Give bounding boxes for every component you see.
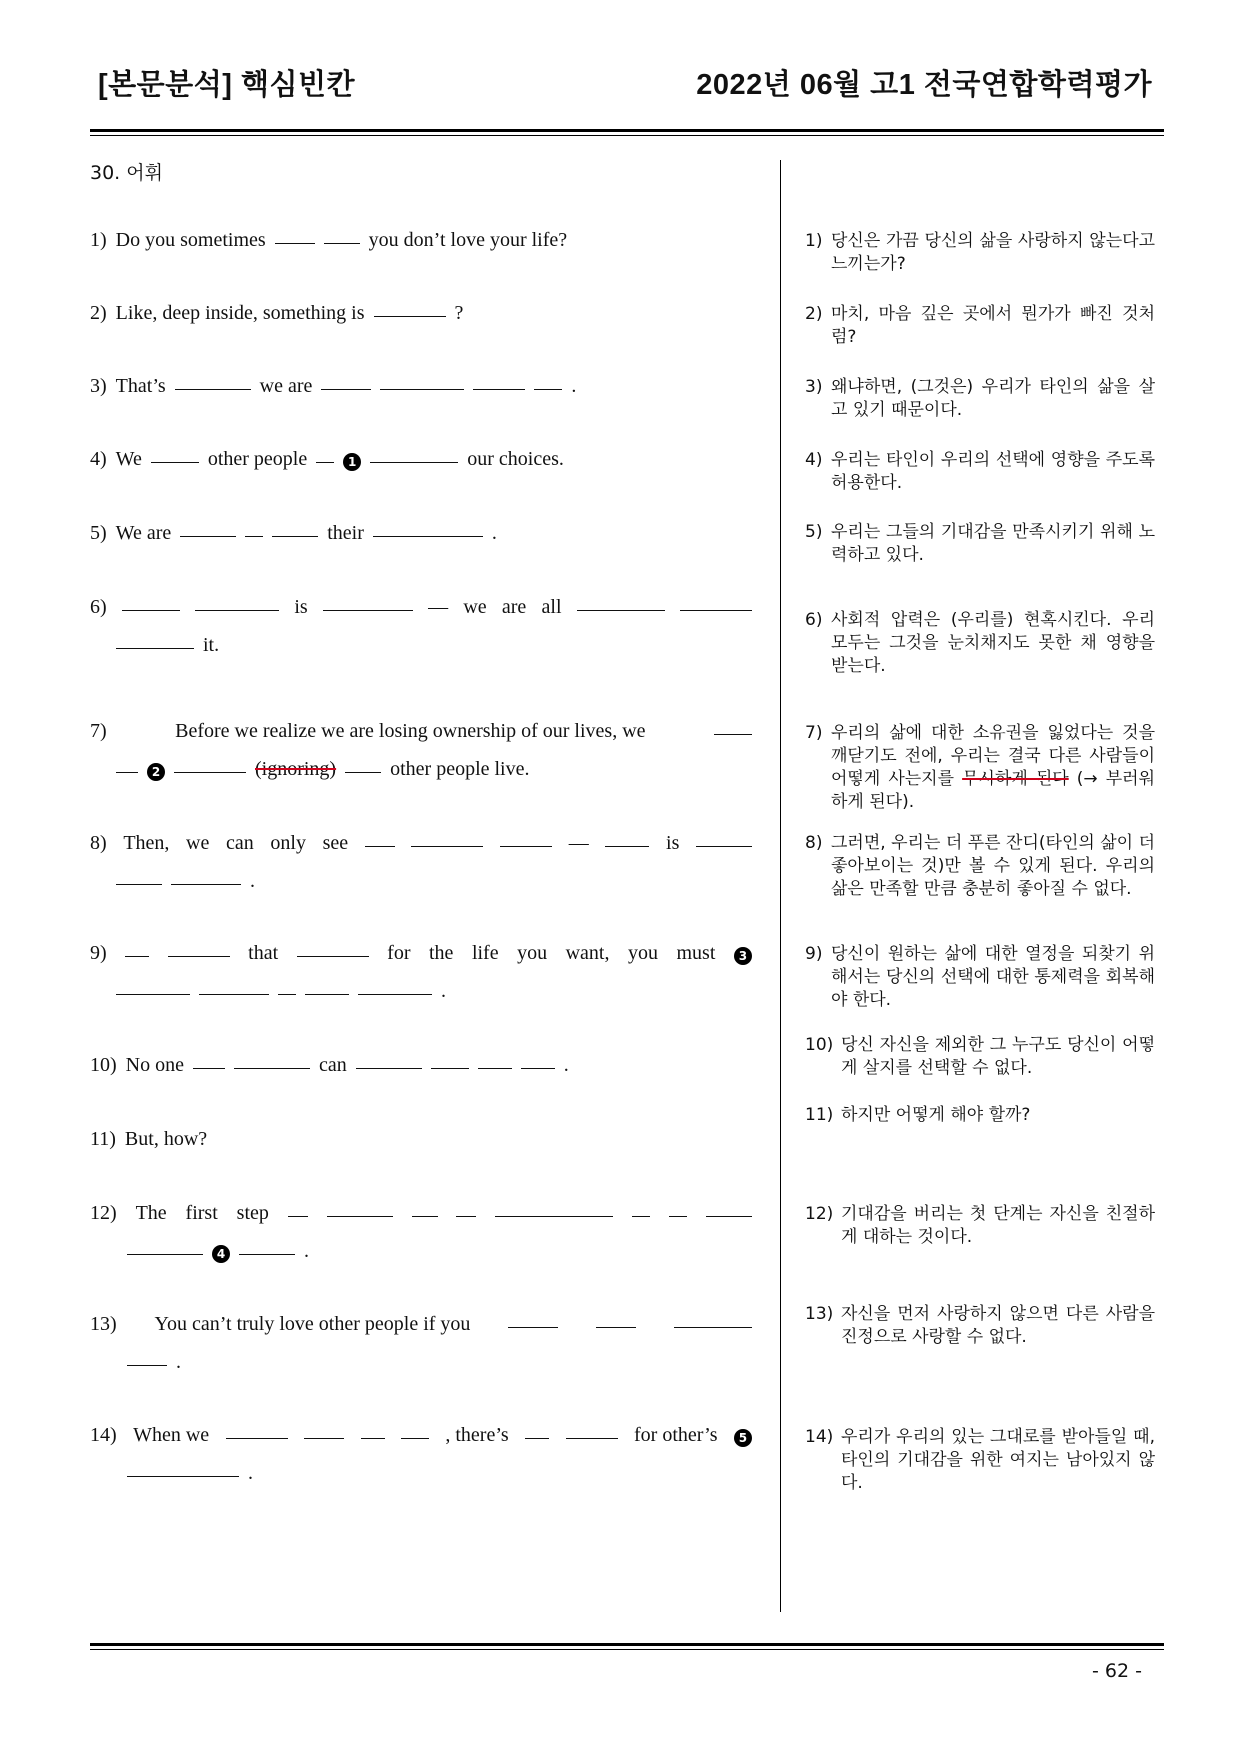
sentence-line bbox=[90, 221, 752, 259]
answer-blank[interactable] bbox=[321, 388, 371, 390]
question-10 bbox=[90, 1046, 752, 1084]
sentence-text: No one bbox=[125, 1054, 184, 1076]
question-number: 4) bbox=[90, 448, 107, 470]
answer-blank[interactable] bbox=[456, 1215, 476, 1217]
translation-number: 10) bbox=[805, 1035, 834, 1055]
sentence-text: — bbox=[428, 596, 449, 618]
answer-blank[interactable] bbox=[193, 1067, 225, 1069]
page-header bbox=[90, 62, 1170, 106]
question-number: 12) bbox=[90, 1202, 117, 1224]
answer-blank[interactable] bbox=[327, 1215, 393, 1217]
translation-13 bbox=[805, 1303, 1155, 1349]
answer-blank[interactable] bbox=[412, 1215, 438, 1217]
struck-word: (ignoring) bbox=[255, 758, 337, 780]
question-number: 5) bbox=[90, 522, 107, 544]
sentence-text: . bbox=[250, 870, 255, 892]
translation-text: 당신은 가끔 당신의 삶을 사랑하지 않는다고 느끼는가? bbox=[831, 231, 1155, 274]
question-14 bbox=[90, 1416, 752, 1492]
sentence-text: That’s bbox=[115, 375, 166, 397]
answer-blank[interactable] bbox=[316, 461, 334, 463]
sentence-text: The bbox=[135, 1202, 167, 1224]
sentence-text: Like, deep inside, something is bbox=[115, 302, 365, 324]
answer-blank[interactable] bbox=[632, 1215, 650, 1217]
answer-blank[interactable] bbox=[174, 771, 246, 773]
answer-blank[interactable] bbox=[525, 1437, 549, 1439]
header-title-left: [본문분석] 핵심빈칸 bbox=[98, 69, 355, 101]
sentence-text: is bbox=[294, 596, 308, 618]
sentence-line bbox=[90, 440, 752, 478]
answer-blank[interactable] bbox=[234, 1067, 310, 1069]
question-2 bbox=[90, 294, 752, 332]
answer-blank[interactable] bbox=[272, 535, 318, 537]
translation-text: 그러면, 우리는 더 푸른 잔디(타인의 삶이 더 좋아보이는 것)만 볼 수 있게 된다. 우리의 삶은 만족할 만큼 충분히 좋아질 수 없다. bbox=[831, 833, 1155, 899]
header-divider bbox=[90, 129, 1164, 138]
page-number: - 62 - bbox=[1092, 1660, 1142, 1682]
answer-blank[interactable] bbox=[478, 1067, 512, 1069]
answer-blank[interactable] bbox=[714, 733, 752, 735]
answer-blank[interactable] bbox=[127, 1253, 203, 1255]
answer-blank[interactable] bbox=[508, 1326, 558, 1328]
translation-2 bbox=[805, 303, 1155, 349]
sentence-text: all bbox=[541, 596, 562, 618]
translation-8 bbox=[805, 832, 1155, 901]
answer-blank[interactable] bbox=[356, 1067, 422, 1069]
answer-blank[interactable] bbox=[116, 771, 138, 773]
translation-3 bbox=[805, 376, 1155, 422]
sentence-text: Before we realize we are losing ownership of our lives, we bbox=[175, 720, 646, 742]
translation-number: 1) bbox=[805, 231, 823, 251]
sentence-text: step bbox=[236, 1202, 269, 1224]
sentence-line bbox=[90, 1454, 752, 1492]
answer-blank[interactable] bbox=[116, 993, 190, 995]
answer-blank[interactable] bbox=[288, 1215, 308, 1217]
answer-blank[interactable] bbox=[680, 609, 752, 611]
sentence-text: must bbox=[676, 942, 716, 964]
translation-text: 왜냐하면, (그것은) 우리가 타인의 삶을 살고 있기 때문이다. bbox=[831, 377, 1155, 420]
sentence-text: first bbox=[185, 1202, 218, 1224]
answer-blank[interactable] bbox=[521, 1067, 555, 1069]
struck-text: 무시하게 된다 bbox=[962, 769, 1069, 789]
sentence-text: We bbox=[115, 448, 142, 470]
answer-blank[interactable] bbox=[696, 845, 752, 847]
answer-blank[interactable] bbox=[278, 993, 296, 995]
question-number: 11) bbox=[90, 1128, 116, 1150]
answer-blank[interactable] bbox=[275, 242, 315, 244]
sentence-text: you bbox=[517, 942, 548, 964]
sentence-text: . bbox=[571, 375, 577, 397]
answer-blank[interactable] bbox=[365, 845, 395, 847]
translation-9 bbox=[805, 943, 1155, 1012]
sentence-line bbox=[90, 862, 752, 900]
question-7 bbox=[90, 712, 752, 788]
translation-4 bbox=[805, 449, 1155, 495]
header-title-right: 2022년 06월 고1 전국연합학력평가 bbox=[696, 69, 1152, 101]
answer-blank[interactable] bbox=[401, 1437, 429, 1439]
sentence-text: , there’s bbox=[445, 1424, 509, 1446]
translation-number: 3) bbox=[805, 377, 823, 397]
translation-text: 우리가 우리의 있는 그대로를 받아들일 때, 타인의 기대감을 위한 여지는 남아있지 않다. bbox=[841, 1427, 1155, 1493]
translation-6 bbox=[805, 609, 1155, 678]
answer-blank[interactable] bbox=[127, 1364, 167, 1366]
answer-blank[interactable] bbox=[495, 1215, 613, 1217]
answer-blank[interactable] bbox=[297, 955, 369, 957]
sentence-line bbox=[90, 1120, 752, 1158]
sentence-line bbox=[90, 514, 752, 552]
translation-text: 우리는 타인이 우리의 선택에 영향을 주도록 허용한다. bbox=[831, 450, 1155, 493]
sentence-line bbox=[90, 1046, 752, 1084]
answer-blank[interactable] bbox=[431, 1067, 469, 1069]
question-number: 7) bbox=[90, 720, 107, 742]
answer-blank[interactable] bbox=[199, 993, 269, 995]
sentence-line bbox=[90, 934, 752, 972]
question-11 bbox=[90, 1120, 752, 1158]
answer-blank[interactable] bbox=[195, 609, 279, 611]
answer-blank[interactable] bbox=[304, 1437, 344, 1439]
question-8 bbox=[90, 824, 752, 900]
answer-blank[interactable] bbox=[380, 388, 464, 390]
sentence-text: only bbox=[270, 832, 306, 854]
answer-blank[interactable] bbox=[116, 647, 194, 649]
answer-blank[interactable] bbox=[168, 955, 230, 957]
sentence-text: we bbox=[186, 832, 210, 854]
sentence-line bbox=[90, 1194, 752, 1232]
translation-number: 6) bbox=[805, 610, 823, 630]
answer-blank[interactable] bbox=[345, 771, 381, 773]
sentence-text: are bbox=[501, 596, 527, 618]
question-4 bbox=[90, 440, 752, 478]
sentence-text: Then, bbox=[123, 832, 170, 854]
sentence-line bbox=[90, 1305, 752, 1343]
translation-number: 13) bbox=[805, 1304, 834, 1324]
sentence-text: is bbox=[666, 832, 680, 854]
translation-11 bbox=[805, 1104, 1155, 1127]
translation-number: 5) bbox=[805, 522, 823, 542]
answer-blank[interactable] bbox=[577, 609, 665, 611]
sentence-text: that bbox=[248, 942, 279, 964]
sentence-text: ? bbox=[454, 302, 464, 324]
answer-blank[interactable] bbox=[245, 535, 263, 537]
question-number: 8) bbox=[90, 832, 107, 854]
translation-number: 12) bbox=[805, 1204, 834, 1224]
answer-blank[interactable] bbox=[358, 993, 432, 995]
translation-number: 8) bbox=[805, 833, 823, 853]
sentence-text: But, how? bbox=[124, 1128, 208, 1150]
translation-text: 기대감을 버리는 첫 단계는 자신을 친절하게 대하는 것이다. bbox=[841, 1204, 1155, 1247]
sentence-text: other people bbox=[207, 448, 308, 470]
translation-text: 하지만 어떻게 해야 할까? bbox=[841, 1105, 1031, 1125]
sentence-text: We are bbox=[115, 522, 172, 544]
sentence-text: can bbox=[226, 832, 254, 854]
answer-blank[interactable] bbox=[175, 388, 251, 390]
answer-blank[interactable] bbox=[151, 461, 199, 463]
sentence-text: their bbox=[327, 522, 364, 544]
question-3 bbox=[90, 367, 752, 405]
sentence-text: our choices. bbox=[467, 448, 564, 470]
sentence-text: . bbox=[441, 980, 446, 1002]
translation-text: 사회적 압력은 (우리를) 현혹시킨다. 우리 모두는 그것을 눈치채지도 못한 채 영향을 받는다. bbox=[831, 610, 1155, 676]
translation-number: 14) bbox=[805, 1427, 834, 1447]
translation-text-before: 우리의 삶에 대한 소유권을 잃었다는 것을 깨닫기도 전에, 우리는 결국 다른 사람들이 어떻게 사는지를 bbox=[831, 723, 1155, 789]
circled-number-4-icon: 4 bbox=[212, 1245, 230, 1263]
answer-blank[interactable] bbox=[127, 1475, 239, 1477]
sentence-line bbox=[90, 588, 752, 626]
sentence-line bbox=[90, 1343, 752, 1381]
answer-blank[interactable] bbox=[500, 845, 552, 847]
circled-number-3-icon: 3 bbox=[734, 947, 752, 965]
circled-number-5-icon: 5 bbox=[734, 1429, 752, 1447]
question-number: 14) bbox=[90, 1424, 117, 1446]
answer-blank[interactable] bbox=[125, 955, 149, 957]
answer-blank[interactable] bbox=[373, 535, 483, 537]
sentence-text: . bbox=[491, 522, 497, 544]
sentence-text: we bbox=[463, 596, 487, 618]
sentence-text: . bbox=[304, 1240, 309, 1262]
translation-text: 당신이 원하는 삶에 대한 열정을 되찾기 위해서는 당신의 선택에 대한 통제력을 회복해야 한다. bbox=[831, 944, 1155, 1010]
translation-12 bbox=[805, 1203, 1155, 1249]
translation-text bbox=[831, 722, 1155, 814]
answer-blank[interactable] bbox=[566, 1437, 618, 1439]
answer-blank[interactable] bbox=[706, 1215, 752, 1217]
answer-blank[interactable] bbox=[370, 461, 458, 463]
sentence-line bbox=[90, 626, 752, 664]
sentence-line bbox=[90, 1232, 752, 1270]
answer-blank[interactable] bbox=[122, 609, 180, 611]
answer-blank[interactable] bbox=[411, 845, 483, 847]
sentence-text: Do you sometimes bbox=[115, 229, 266, 251]
answer-blank[interactable] bbox=[180, 535, 236, 537]
sentence-line bbox=[90, 824, 752, 862]
circled-number-2-icon: 2 bbox=[147, 763, 165, 781]
question-number: 6) bbox=[90, 596, 107, 618]
answer-blank[interactable] bbox=[116, 883, 162, 885]
translation-number: 11) bbox=[805, 1105, 834, 1125]
answer-blank[interactable] bbox=[361, 1437, 385, 1439]
question-1 bbox=[90, 221, 752, 259]
translation-number: 4) bbox=[805, 450, 823, 470]
question-9 bbox=[90, 934, 752, 1010]
answer-blank[interactable] bbox=[323, 609, 413, 611]
answer-blank[interactable] bbox=[374, 315, 446, 317]
answer-blank[interactable] bbox=[473, 388, 525, 390]
answer-blank[interactable] bbox=[674, 1326, 752, 1328]
answer-blank[interactable] bbox=[171, 883, 241, 885]
sentence-text: You can’t truly love other people if you bbox=[154, 1313, 471, 1335]
sentence-text: you don’t love your life? bbox=[368, 229, 568, 251]
sentence-line bbox=[90, 750, 752, 788]
question-number: 1) bbox=[90, 229, 107, 251]
sentence-text: life bbox=[471, 942, 499, 964]
question-number: 2) bbox=[90, 302, 107, 324]
sentence-text: want, bbox=[565, 942, 610, 964]
sentence-line bbox=[90, 712, 752, 750]
sentence-text: we are bbox=[259, 375, 313, 397]
column-divider bbox=[780, 160, 781, 1612]
question-5 bbox=[90, 514, 752, 552]
sentence-text: — bbox=[568, 832, 589, 854]
question-13 bbox=[90, 1305, 752, 1381]
sentence-text: the bbox=[429, 942, 454, 964]
sentence-text: . bbox=[563, 1054, 569, 1076]
corrected-text: (→ 부러워하게 된다). bbox=[831, 769, 1156, 812]
sentence-text: other people live. bbox=[390, 758, 530, 780]
translation-number: 7) bbox=[805, 723, 823, 743]
answer-blank[interactable] bbox=[669, 1215, 687, 1217]
question-6 bbox=[90, 588, 752, 664]
translation-text: 우리는 그들의 기대감을 만족시키기 위해 노력하고 있다. bbox=[831, 522, 1155, 565]
sentence-text: for other’s bbox=[634, 1424, 718, 1446]
circled-number-1-icon: 1 bbox=[343, 453, 361, 471]
translation-number: 9) bbox=[805, 944, 823, 964]
translation-14 bbox=[805, 1426, 1155, 1495]
question-number: 9) bbox=[90, 942, 107, 964]
translation-text: 당신 자신을 제외한 그 누구도 당신이 어떻게 살지를 선택할 수 없다. bbox=[841, 1035, 1155, 1078]
answer-blank[interactable] bbox=[605, 845, 649, 847]
question-12 bbox=[90, 1194, 752, 1270]
translation-10 bbox=[805, 1034, 1155, 1080]
answer-blank[interactable] bbox=[239, 1253, 295, 1255]
sentence-text: When we bbox=[133, 1424, 210, 1446]
answer-blank[interactable] bbox=[596, 1326, 636, 1328]
sentence-line bbox=[90, 1416, 752, 1454]
sentence-line bbox=[90, 294, 752, 332]
answer-blank[interactable] bbox=[305, 993, 349, 995]
sentence-text: . bbox=[176, 1351, 181, 1373]
sentence-text: it. bbox=[203, 634, 220, 656]
sentence-text: can bbox=[319, 1054, 347, 1076]
translation-text: 자신을 먼저 사랑하지 않으면 다른 사람을 진정으로 사랑할 수 없다. bbox=[841, 1304, 1155, 1347]
translation-number: 2) bbox=[805, 304, 823, 324]
translation-1 bbox=[805, 230, 1155, 276]
sentence-text: you bbox=[627, 942, 658, 964]
translation-5 bbox=[805, 521, 1155, 567]
sentence-text: for bbox=[387, 942, 411, 964]
question-number: 3) bbox=[90, 375, 107, 397]
sentence-text: see bbox=[322, 832, 349, 854]
question-number: 13) bbox=[90, 1313, 117, 1335]
footer-divider bbox=[90, 1643, 1164, 1652]
translation-text: 마치, 마음 깊은 곳에서 뭔가가 빠진 것처럼? bbox=[831, 304, 1155, 347]
sentence-text: . bbox=[248, 1462, 253, 1484]
answer-blank[interactable] bbox=[534, 388, 562, 390]
answer-blank[interactable] bbox=[226, 1437, 288, 1439]
section-title: 30. 어휘 bbox=[90, 162, 163, 184]
answer-blank[interactable] bbox=[324, 242, 360, 244]
sentence-line bbox=[90, 972, 752, 1010]
sentence-line bbox=[90, 367, 752, 405]
translation-7 bbox=[805, 722, 1155, 814]
question-number: 10) bbox=[90, 1054, 117, 1076]
